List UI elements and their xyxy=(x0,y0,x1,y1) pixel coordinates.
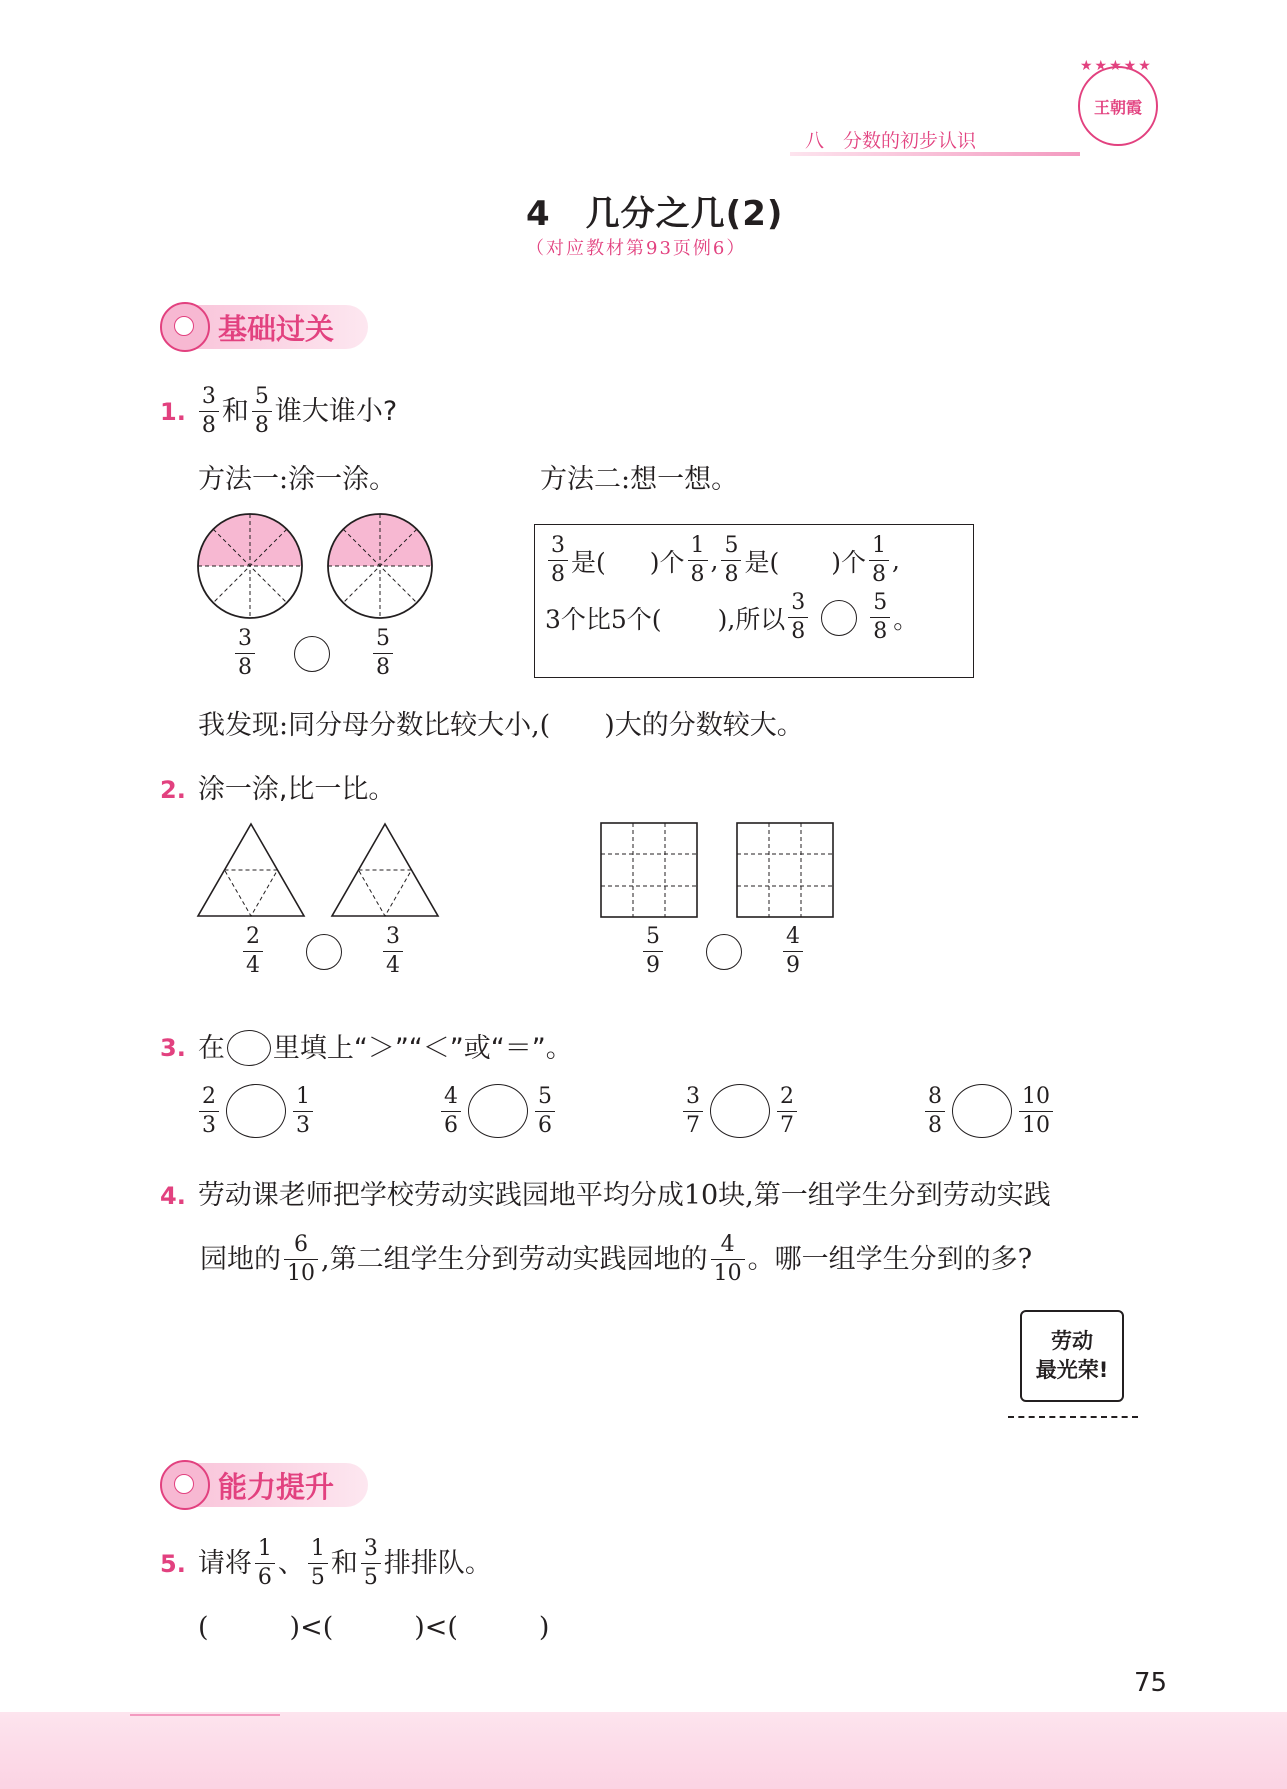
logo-stars-icon: ★★★★★ xyxy=(1080,58,1153,74)
footer-band xyxy=(0,1712,1287,1789)
q1-frac-a: $\frac{3}{8}$ xyxy=(199,386,219,437)
q3-circle-icon xyxy=(227,1030,271,1066)
q3-line: 3. 在 里填上“＞”“＜”或“＝”。 xyxy=(160,1030,573,1066)
q1-compare-frac-a: $\frac{3}{8}$ xyxy=(235,628,255,679)
q3-pair-4: $\frac{8}{8}$ $\frac{10}{10}$ xyxy=(922,1084,1056,1138)
q1-line xyxy=(160,386,397,437)
q1-number: 1. xyxy=(160,397,186,426)
q1-and: 和 xyxy=(221,396,249,427)
q1-circle-right[interactable] xyxy=(326,512,434,620)
q1-box-compare-circle[interactable] xyxy=(821,600,857,636)
q2-triangle-left[interactable] xyxy=(196,822,306,918)
section-basic-label: 基础过关 xyxy=(196,305,368,349)
q1-discover-blank[interactable] xyxy=(550,712,604,739)
q4-number: 4. xyxy=(160,1181,186,1210)
q2-text: 涂一涂,比一比。 xyxy=(197,774,396,805)
mascot-icon xyxy=(160,1460,210,1510)
q2-triangle-right[interactable] xyxy=(330,822,440,918)
q5-number: 5. xyxy=(160,1549,186,1578)
q1-question: 谁大谁小? xyxy=(274,396,398,427)
q2-sq-compare: $\frac{5}{9}$ $\frac{4}{9}$ xyxy=(640,926,806,977)
q2-square-left[interactable] xyxy=(600,822,698,918)
section-basic xyxy=(160,302,368,352)
section-advanced-label: 能力提升 xyxy=(196,1463,368,1507)
q1-think-box xyxy=(534,524,974,678)
q1-method1: 方法一:涂一涂。 xyxy=(198,464,397,495)
q2-sq-compare-circle[interactable] xyxy=(706,934,742,970)
q3-answer-circle-1[interactable] xyxy=(226,1084,286,1138)
q1-discover: 我发现:同分母分数比较大小,( )大的分数较大。 xyxy=(198,710,804,741)
header-underline xyxy=(790,152,1080,156)
lesson-title: 4 几分之几(2) xyxy=(526,194,784,234)
q4-sign: 劳动 最光荣! xyxy=(1020,1310,1124,1402)
q1-compare-row xyxy=(232,628,396,679)
page-number: 75 xyxy=(1134,1668,1168,1698)
q3-pair-3: $\frac{3}{7}$ $\frac{2}{7}$ xyxy=(680,1084,800,1138)
q1-box-line2: 3个比5个( ),所以 $\frac{3}{8}$ $\frac{5}{8}$ 。 xyxy=(545,590,919,644)
grass-icon xyxy=(1008,1402,1138,1418)
q2-tri-compare: $\frac{2}{4}$ $\frac{3}{4}$ xyxy=(240,926,406,977)
q2-square-right[interactable] xyxy=(736,822,834,918)
q4-line2: 园地的 $\frac{6}{10}$ ,第二组学生分到劳动实践园地的 $\frac{4}{10}$ 。哪一组学生分到的多? xyxy=(200,1232,1033,1286)
q5-answer-line[interactable]: ( )<( )<( ) xyxy=(198,1612,550,1643)
castle-icon xyxy=(130,1662,280,1716)
mascot-icon xyxy=(160,302,210,352)
q3-pair-2: $\frac{4}{6}$ $\frac{5}{6}$ xyxy=(438,1084,558,1138)
q4-sign-illustration xyxy=(1020,1310,1138,1418)
q3-number: 3. xyxy=(160,1034,186,1062)
q5-line: 5. 请将 $\frac{1}{6}$ 、 $\frac{1}{5}$ 和 $\frac{3}{5}$ 排排队。 xyxy=(160,1536,492,1590)
q3-answer-circle-2[interactable] xyxy=(468,1084,528,1138)
q3-answer-circle-4[interactable] xyxy=(952,1084,1012,1138)
lesson-subtitle: （对应教材第93页例6） xyxy=(526,238,747,259)
q2-line xyxy=(160,776,395,803)
logo-text: 王朝霞 xyxy=(1093,97,1142,117)
q2-number: 2. xyxy=(160,775,186,804)
q3-answer-circle-3[interactable] xyxy=(710,1084,770,1138)
q1-compare-circle[interactable] xyxy=(294,636,330,672)
q1-method2: 方法二:想一想。 xyxy=(540,464,739,495)
q1-frac-b: $\frac{5}{8}$ xyxy=(252,386,272,437)
q2-tri-compare-circle[interactable] xyxy=(306,934,342,970)
q1-circle-left[interactable] xyxy=(196,512,304,620)
q3-pair-1: $\frac{2}{3}$ $\frac{1}{3}$ xyxy=(196,1084,316,1138)
q1-compare-frac-b: $\frac{5}{8}$ xyxy=(373,628,393,679)
q4-line1: 4. 劳动课老师把学校劳动实践园地平均分成10块,第一组学生分到劳动实践 xyxy=(160,1180,1051,1211)
chapter-header: 八 分数的初步认识 xyxy=(805,130,977,152)
logo-badge xyxy=(1078,66,1158,146)
q3-pairs xyxy=(196,1084,1056,1138)
q1-box-line1: $\frac{3}{8}$ 是( )个 $\frac{1}{8}$ , $\frac{5}{8}$ 是( )个 $\frac{1}{8}$ , xyxy=(545,535,963,586)
section-advanced xyxy=(160,1460,368,1510)
